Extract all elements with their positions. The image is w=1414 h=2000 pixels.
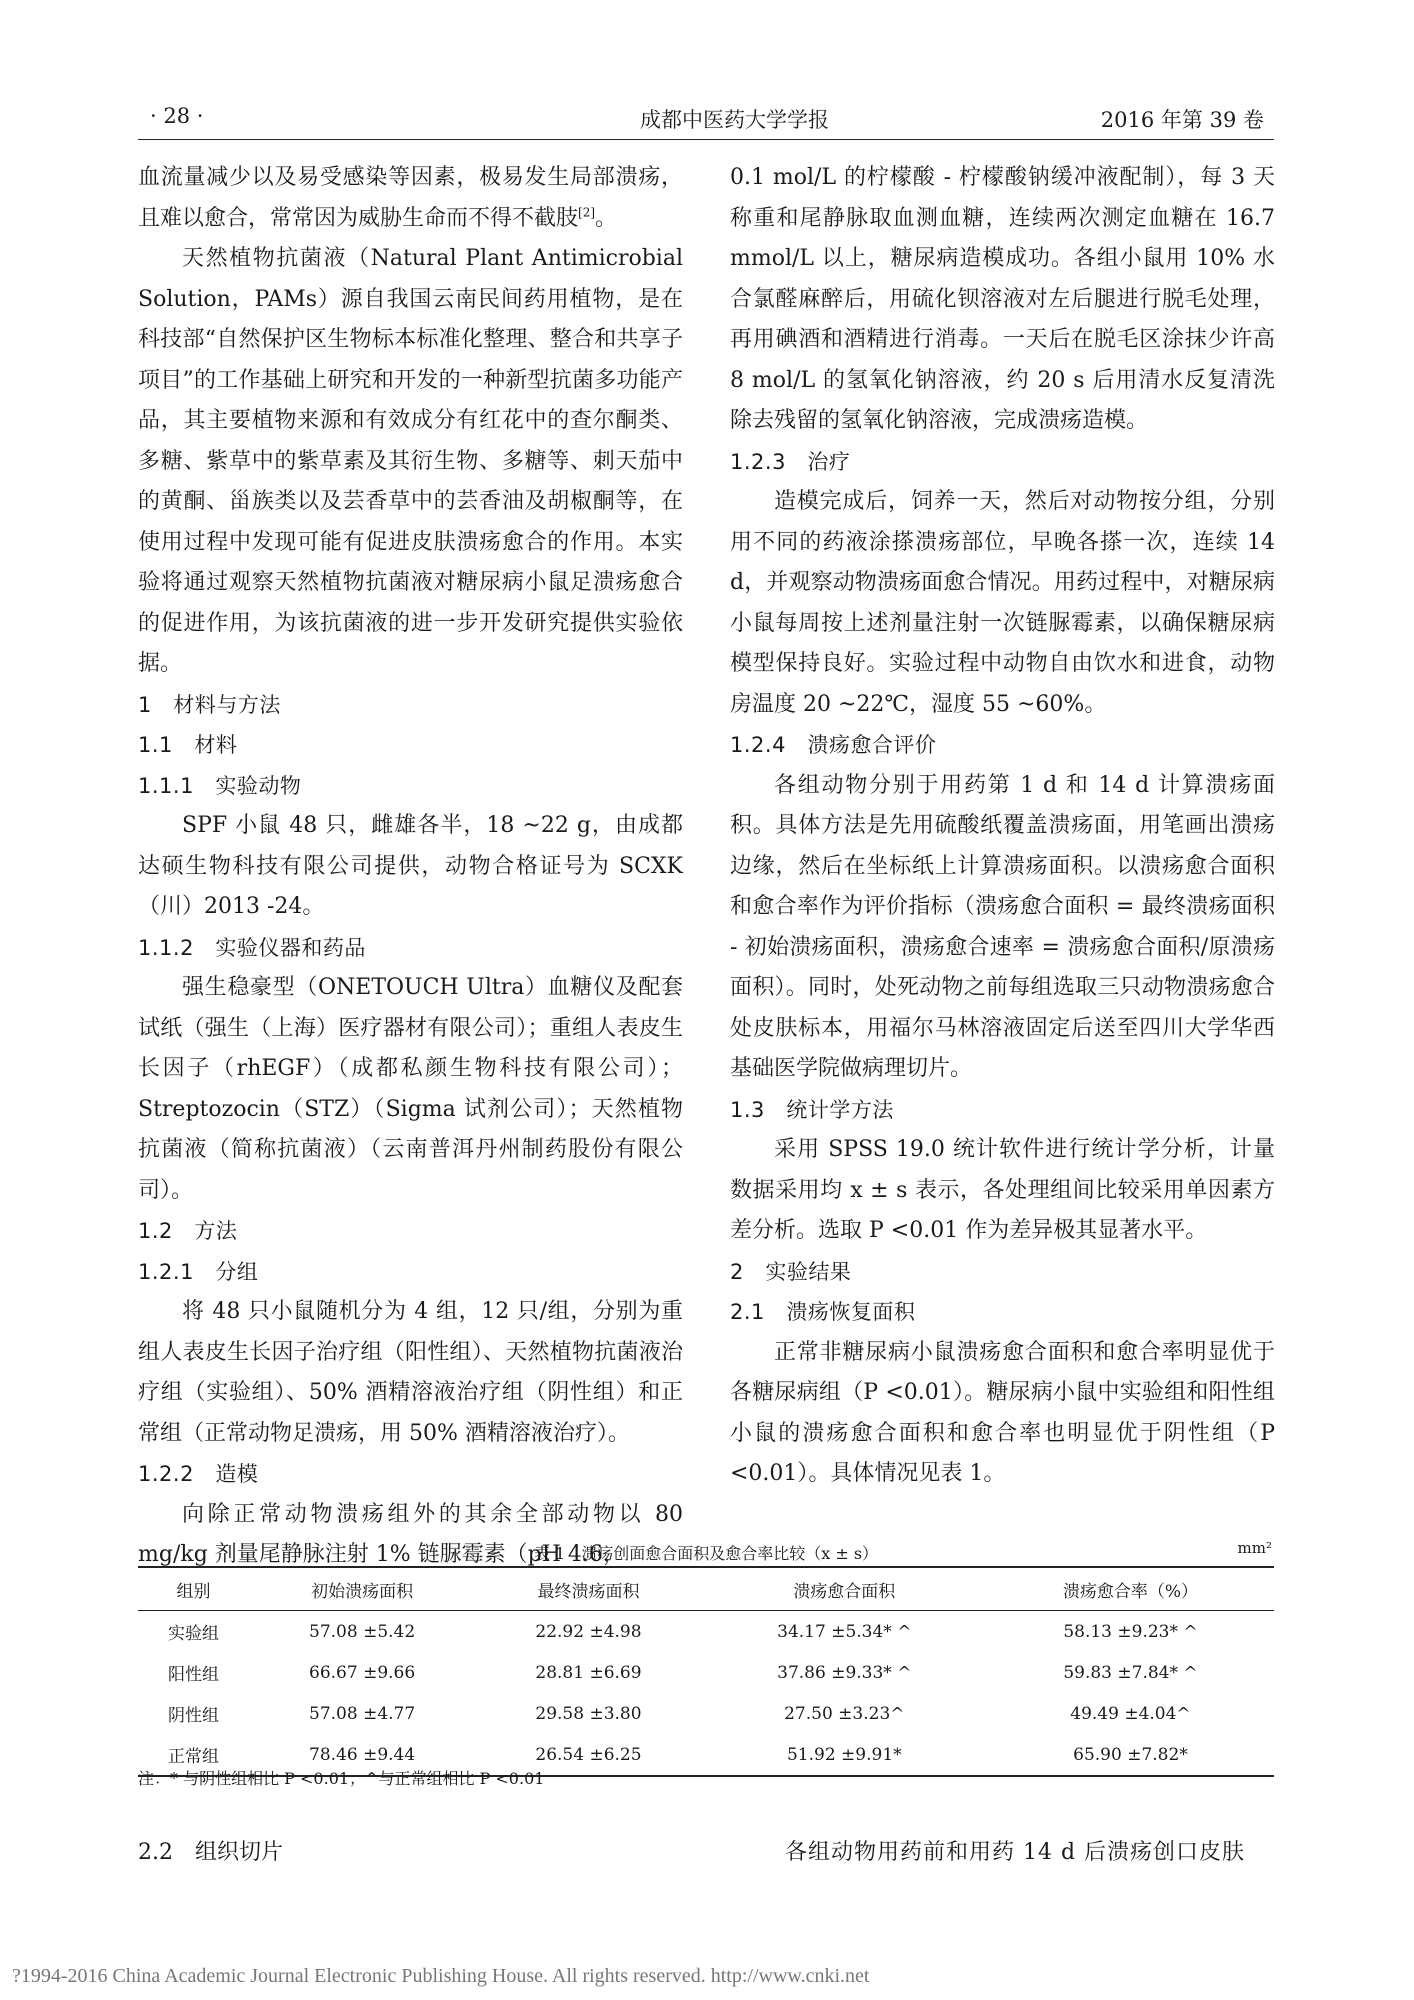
column-header: 初始溃疡面积	[249, 1567, 475, 1611]
table-cell: 58.13 ±9.23* ^	[1063, 1621, 1198, 1642]
table-cell: 65.90 ±7.82*	[987, 1734, 1274, 1776]
table-row	[138, 1652, 1274, 1693]
column-header: 溃疡愈合面积	[702, 1567, 987, 1611]
table-cell: 59.83 ±7.84* ^	[1063, 1662, 1198, 1683]
table-cell: 实验组	[167, 1624, 219, 1644]
paragraph: 强生稳豪型（ONETOUCH Ultra）血糖仪及配套试纸（强生（上海）医疗器材有限公司）；重组人表皮生长因子（rhEGF）（成都私颜生物科技有限公司）；Streptozocin（STZ）（Sigma 试剂公司）；天然植物抗菌液（简称抗菌液）（云南普洱丹州制药股份有限公司）。	[138, 975, 683, 1203]
paragraph: 天然植物抗菌液（Natural Plant Antimicrobial Solution，PAMs）源自我国云南民间药用植物，是在科技部“自然保护区生物标本标准化整理、整合和共享子项目”的工作基础上研究和开发的一种新型抗菌多功能产品，其主要植物来源和有效成分有红花中的查尔酮类、多糖、紫草中的紫草素及其衍生物、多糖等、刺天茄中的黄酮、甾族类以及芸香草中的芸香油及胡椒酮等，在使用过程中发现可能有促进皮肤溃疡愈合的作用。本实验将通过观察天然植物抗菌液对糖尿病小鼠足溃疡愈合的促进作用，为该抗菌液的进一步开发研究提供实验依据。	[138, 246, 683, 676]
column-header: 溃疡愈合率（%）	[987, 1567, 1274, 1611]
section-heading: 1.2 方法	[138, 1219, 238, 1243]
section-heading: 1.2.2 造模	[138, 1462, 259, 1486]
paragraph: 采用 SPSS 19.0 统计软件进行统计学分析，计量数据采用均 x ± s 表示，各处理组间比较采用单因素方差分析。选取 P <0.01 作为差异极其显著水平。	[730, 1137, 1275, 1243]
table-note: 注：* 与阴性组相比 P <0.01；^与正常组相比 P <0.01	[138, 1769, 545, 1788]
table-header-row	[138, 1567, 1274, 1611]
table-unit: mm²	[1237, 1539, 1272, 1557]
right-column	[730, 158, 1275, 1495]
section-heading-2-2: 2.2 组织切片	[138, 1840, 283, 1865]
paragraph: 各组动物分别于用药第 1 d 和 14 d 计算溃疡面积。具体方法是先用硫酸纸覆盖溃疡面，用笔画出溃疡边缘，然后在坐标纸上计算溃疡面积。以溃疡愈合面积和愈合率作为评价指标（溃疡愈合面积 = 最终溃疡面积 - 初始溃疡面积，溃疡愈合速率 = 溃疡愈合面积/原溃疡面积）。同时，处死动物之前每组选取三只动物溃疡愈合处皮肤标本，用福尔马林溶液固定后送至四川大学华西基础医学院做病理切片。	[730, 772, 1275, 1081]
section-heading: 1.1.1 实验动物	[138, 773, 302, 798]
column-header: 最终溃疡面积	[475, 1567, 701, 1611]
paragraph: 正常非糖尿病小鼠溃疡愈合面积和愈合率明显优于各糖尿病组（P <0.01）。糖尿病小鼠中实验组和阳性组小鼠的溃疡愈合面积和愈合率也明显优于阴性组（P <0.01）。具体情况见表 1。	[730, 1339, 1275, 1486]
table-cell: 57.08 ±5.42	[309, 1621, 416, 1642]
table-cell: 78.46 ±9.44	[249, 1734, 475, 1776]
section-heading: 1.3 统计学方法	[730, 1097, 894, 1122]
table-cell: 正常组	[138, 1734, 249, 1776]
table-cell: 22.92 ±4.98	[535, 1621, 642, 1642]
table-cell: 阴性组	[167, 1706, 219, 1726]
table-cell: 37.86 ±9.33* ^	[777, 1662, 912, 1683]
section-heading: 2 实验结果	[730, 1259, 852, 1284]
table-body	[138, 1611, 1274, 1777]
table-cell: 27.50 ±3.23^	[784, 1703, 905, 1724]
table-cell: 28.81 ±6.69	[535, 1662, 642, 1683]
table-cell: 49.49 ±4.04^	[1070, 1703, 1191, 1724]
table-caption: 表 1 溃疡创面愈合面积及愈合率比较（x ± s）	[533, 1544, 879, 1563]
section-heading: 1 材料与方法	[138, 692, 281, 717]
table-cell: 34.17 ±5.34* ^	[777, 1621, 912, 1642]
section-heading: 1.1 材料	[138, 733, 238, 757]
table-cell: 66.67 ±9.66	[309, 1662, 416, 1683]
paragraph-continuation: 各组动物用药前和用药 14 d 后溃疡创口皮肤	[785, 1840, 1246, 1865]
section-heading: 1.2.4 溃疡愈合评价	[730, 733, 937, 757]
paragraph: 将 48 只小鼠随机分为 4 组，12 只/组，分别为重组人表皮生长因子治疗组（阳性组）、天然植物抗菌液治疗组（实验组）、50% 酒精溶液治疗组（阴性组）和正常组（正常动物足溃疡，用 50% 酒精溶液治疗）。	[138, 1299, 683, 1446]
table-cell: 51.92 ±9.91*	[702, 1734, 987, 1776]
results-table	[138, 1566, 1274, 1777]
journal-title: 成都中医药大学学报	[640, 108, 829, 132]
watermark: ?1994-2016 China Academic Journal Electronic Publishing House. All rights reserved. http://www.cnki.net	[12, 1965, 870, 1987]
paragraph: SPF 小鼠 48 只，雌雄各半，18 ~22 g，由成都达硕生物科技有限公司提供，动物合格证号为 SCXK（川）2013 -24。	[138, 813, 683, 919]
page-number: · 28 ·	[150, 104, 204, 128]
table-row	[138, 1693, 1274, 1734]
section-heading: 2.1 溃疡恢复面积	[730, 1300, 916, 1324]
left-column	[138, 158, 683, 1576]
paragraph: 血流量减少以及易受感染等因素，极易发生局部溃疡，且难以愈合，常常因为威胁生命而不得不截肢[2]。	[138, 165, 683, 231]
header-rule	[138, 139, 1274, 140]
table-cell: 26.54 ±6.25	[475, 1734, 701, 1776]
column-header: 组别	[138, 1567, 249, 1611]
section-heading: 1.2.3 治疗	[730, 449, 851, 474]
volume-label: 2016 年第 39 卷	[1100, 108, 1264, 132]
paragraph: 造模完成后，饲养一天，然后对动物按分组，分别用不同的药液涂搽溃疡部位，早晚各搽一次，连续 14 d，并观察动物溃疡面愈合情况。用药过程中，对糖尿病小鼠每周按上述剂量注射一次链脲霉素，以确保糖尿病模型保持良好。实验过程中动物自由饮水和进食，动物房温度 20 ~22℃，湿度 55 ~60%。	[730, 489, 1275, 717]
paragraph: 向除正常动物溃疡组外的其余全部动物以 80 mg/kg 剂量尾静脉注射 1% 链脲霉素（pH 4.6，	[138, 1501, 683, 1567]
table-cell: 57.08 ±4.77	[309, 1703, 416, 1724]
paragraph: 0.1 mol/L 的柠檬酸 - 柠檬酸钠缓冲液配制），每 3 天称重和尾静脉取血测血糖，连续两次测定血糖在 16.7 mmol/L 以上，糖尿病造模成功。各组小鼠用 10% 水合氯醛麻醉后，用硫化钡溶液对左后腿进行脱毛处理，再用碘酒和酒精进行消毒。一天后在脱毛区涂抹少许高 8 mol/L 的氢氧化钠溶液，约 20 s 后用清水反复清洗除去残留的氢氧化钠溶液，完成溃疡造模。	[730, 165, 1275, 433]
citation-ref: [2]	[578, 205, 596, 220]
table-row	[138, 1611, 1274, 1653]
table-cell: 阳性组	[167, 1665, 219, 1685]
section-heading: 1.2.1 分组	[138, 1259, 259, 1284]
table-cell: 29.58 ±3.80	[535, 1703, 642, 1724]
section-heading: 1.1.2 实验仪器和药品	[138, 935, 366, 960]
